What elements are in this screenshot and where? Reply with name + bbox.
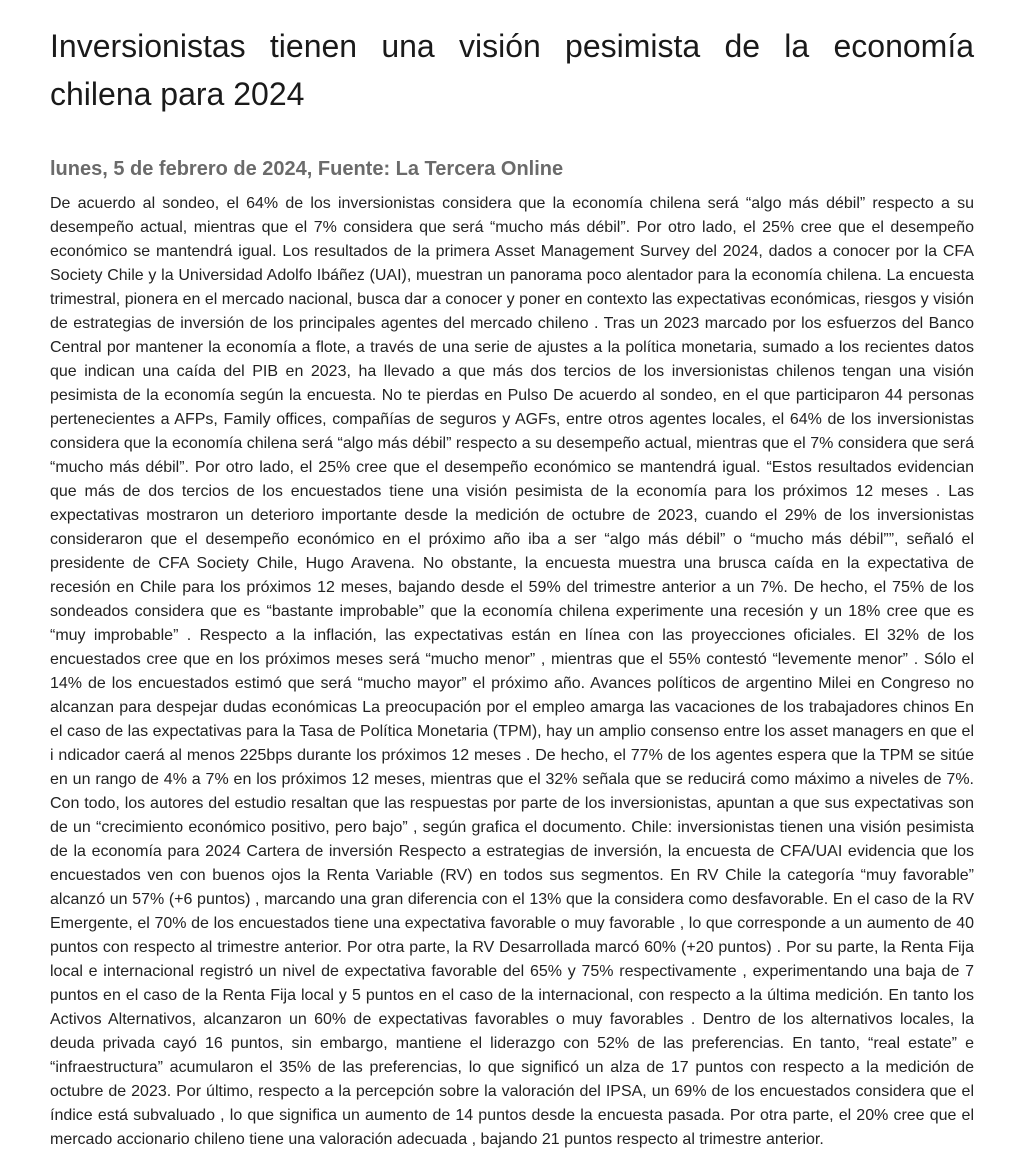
article-byline: lunes, 5 de febrero de 2024, Fuente: La Tercera Online xyxy=(50,158,564,180)
article-body: De acuerdo al sondeo, el 64% de los inversionistas considera que la economía chilena será “algo más débil” respecto a su desempeño actual, mientras que el 7% considera que será “mucho más débil”. Por otro lado, el 25% cree que el desempeño económico se mantendrá igual. Los resultados de la primera Asset Management Survey del 2024, dados a conocer por la CFA Society Chile y la Universidad Adolfo Ibáñez (UAI), muestran un panorama poco alentador para la economía chilena. La encuesta trimestral, pionera en el mercado nacional, busca dar a conocer y poner en contexto las expectativas económicas, riesgos y visión de estrategias de inversión de los principales agentes del mercado chileno . Tras un 2023 marcado por los esfuerzos del Banco Central por mantener la economía a flote, a través de una serie de ajustes a la política monetaria, sumado a los recientes datos que indican una caída del PIB en 2023, ha llevado a que más dos tercios de los inversionistas chilenos tengan una visión pesimista de la economía según la encuesta. No te pierdas en Pulso De acuerdo al sondeo, en el que participaron 44 personas pertenecientes a AFPs, Family offices, compañías de seguros y AGFs, entre otros agentes locales, el 64% de los inversionistas considera que la economía chilena será “algo más débil” respecto a su desempeño actual, mientras que el 7% considera que será “mucho más débil”. Por otro lado, el 25% cree que el desempeño económico se mantendrá igual. “Estos resultados evidencian que más de dos tercios de los encuestados tiene una visión pesimista de la economía para los próximos 12 meses . Las expectativas mostraron un deterioro importante desde la medición de octubre de 2023, cuando el 29% de los inversionistas consideraron que el desempeño económico en el próximo año iba a ser “algo más débil” o “mucho más débil””, señaló el presidente de CFA Society Chile, Hugo Aravena. No obstante, la encuesta muestra una brusca caída en la expectativa de recesión en Chile para los próximos 12 meses, bajando desde el 59% del trimestre anterior a un 7%. De hecho, el 75% de los sondeados considera que es “bastante improbable” que la economía chilena experimente una recesión y un 18% cree que es “muy improbable” . Respecto a la inflación, las expectativas están en línea con las proyecciones oficiales. El 32% de los encuestados cree que en los próximos meses será “mucho menor” , mientras que el 55% contestó “levemente menor” . Sólo el 14% de los encuestados estimó que será “mucho mayor” el próximo año. Avances políticos de argentino Milei en Congreso no alcanzan para despejar dudas económicas La preocupación por el empleo amarga las vacaciones de los trabajadores chinos En el caso de las expectativas para la Tasa de Política Monetaria (TPM), hay un amplio consenso entre los asset managers en que el i ndicador caerá al menos 225bps durante los próximos 12 meses . De hecho, el 77% de los agentes espera que la TPM se sitúe en un rango de 4% a 7% en los próximos 12 meses, mientras que el 32% señala que se reducirá como máximo a niveles de 7%. Con todo, los autores del estudio resaltan que las respuestas por parte de los inversionistas, apuntan a que sus expectativas son de un “crecimiento económico positivo, pero bajo” , según grafica el documento. Chile: inversionistas tienen una visión pesimista de la economía para 2024 Cartera de inversión Respecto a estrategias de inversión, la encuesta de CFA/UAI evidencia que los encuestados ven con buenos ojos la Renta Variable (RV) en todos sus segmentos. En RV Chile la categoría “muy favorable” alcanzó un 57% (+6 puntos) , marcando una gran diferencia con el 13% que la considera como desfavorable. En el caso de la RV Emergente, el 70% de los encuestados tiene una expectativa favorable o muy favorable , lo que corresponde a un aumento de 40 puntos con respecto al trimestre anterior. Por otra parte, la RV Desarrollada marcó 60% (+20 puntos) . Por su parte, la Renta Fija local e internacional registró un nivel de expectativa favorable del 65% y 75% respectivamente , experimentando una baja de 7 puntos en el caso de la Renta Fija local y 5 puntos en el caso de la internacional, con respecto a la última medición. En tanto los Activos Alternativos, alcanzaron un 60% de expectativas favorables o muy favorables . Dentro de los alternativos locales, la deuda privada cayó 16 puntos, sin embargo, mantiene el liderazgo con 52% de las preferencias. En tanto, “real estate” e “infraestructura” acumularon el 35% de las preferencias, lo que significó un alza de 17 puntos con respecto a la medición de octubre de 2023. Por último, respecto a la percepción sobre la valoración del IPSA, un 69% de los encuestados considera que el índice está subvaluado , lo que significa un aumento de 14 puntos desde la encuesta pasada. Por otra parte, el 20% cree que el mercado accionario chileno tiene una valoración adecuada , bajando 21 puntos respecto al trimestre anterior. xyxy=(50,195,974,1148)
article-title: Inversionistas tienen una visión pesimista de la economía chilena para 2024 xyxy=(50,28,974,112)
